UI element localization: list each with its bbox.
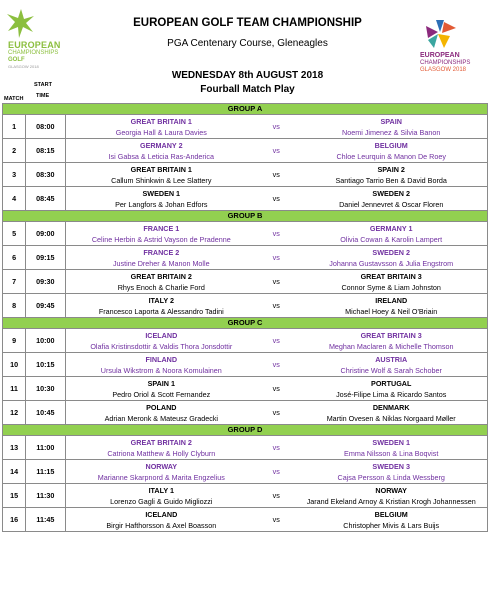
team-2-cell: [295, 484, 487, 508]
team-2-players: Christine Wolf & Sarah Schober: [340, 365, 442, 375]
team-2-cell: [295, 246, 487, 270]
team-2-players: Daniel Jennevret & Oscar Floren: [339, 199, 444, 209]
group-header: GROUP B: [3, 211, 488, 222]
group-header: GROUP A: [3, 104, 488, 115]
team-1-players: Pedro Oriol & Scott Fernandez: [112, 389, 211, 399]
start-time: 08:00: [26, 115, 65, 139]
group-header-row: [3, 211, 488, 222]
start-time: 10:30: [26, 377, 65, 401]
logo-left-line4: GLASGOW 2018: [8, 64, 39, 69]
vs-label: vs: [257, 294, 295, 318]
match-number: 5: [3, 222, 26, 246]
match-row: [3, 139, 488, 163]
team-2-cell: [295, 508, 487, 532]
vs-label: vs: [257, 508, 295, 532]
match-number: 16: [3, 508, 26, 532]
team-1-cell: [65, 460, 257, 484]
team-2-players: Connor Syme & Liam Johnston: [341, 282, 441, 292]
team-2-cell: [295, 329, 487, 353]
team-1-name: GREAT BRITAIN 1: [130, 116, 192, 126]
match-row: [3, 222, 488, 246]
team-2-name: NORWAY: [375, 485, 407, 495]
match-number: 2: [3, 139, 26, 163]
vs-label: vs: [257, 460, 295, 484]
match-number: 6: [3, 246, 26, 270]
team-2-name: SWEDEN 3: [372, 461, 410, 471]
team-1-name: POLAND: [146, 402, 177, 412]
team-2-name: AUSTRIA: [375, 354, 408, 364]
team-2-name: BELGIUM: [374, 509, 408, 519]
match-number: 8: [3, 294, 26, 318]
team-1-name: GREAT BRITAIN 2: [130, 437, 192, 447]
team-1-cell: [65, 187, 257, 211]
team-1-cell: [65, 139, 257, 163]
team-2-players: Johanna Gustavsson & Julia Engstrom: [329, 258, 454, 268]
team-2-name: GREAT BRITAIN 3: [360, 330, 422, 340]
team-2-cell: [295, 115, 487, 139]
team-1-cell: [65, 246, 257, 270]
match-row: [3, 115, 488, 139]
team-1-cell: [65, 353, 257, 377]
start-time: 08:30: [26, 163, 65, 187]
logo-left-line1: EUROPEAN: [8, 40, 61, 50]
vs-label: vs: [257, 401, 295, 425]
team-1-cell: [65, 377, 257, 401]
team-2-cell: [295, 460, 487, 484]
match-number: 3: [3, 163, 26, 187]
team-1-name: GREAT BRITAIN 1: [130, 164, 192, 174]
team-1-players: Callum Shinkwin & Lee Slattery: [111, 175, 212, 185]
match-column-header: MATCH: [4, 96, 24, 102]
start-time: 10:00: [26, 329, 65, 353]
start-time: 11:15: [26, 460, 65, 484]
team-1-name: SPAIN 1: [147, 378, 175, 388]
team-1-name: FINLAND: [145, 354, 178, 364]
match-number: 11: [3, 377, 26, 401]
group-header: GROUP C: [3, 318, 488, 329]
start-time: 09:15: [26, 246, 65, 270]
team-2-name: SWEDEN 1: [372, 437, 410, 447]
team-1-players: Ursula Wikstrom & Noora Komulainen: [100, 365, 222, 375]
team-1-cell: [65, 329, 257, 353]
team-1-cell: [65, 484, 257, 508]
team-2-players: Christopher Mivis & Lars Buijs: [343, 520, 440, 530]
match-row: [3, 187, 488, 211]
start-time: 09:00: [26, 222, 65, 246]
team-1-players: Per Langfors & Johan Edfors: [115, 199, 208, 209]
vs-label: vs: [257, 222, 295, 246]
vs-label: vs: [257, 163, 295, 187]
match-number: 12: [3, 401, 26, 425]
team-2-cell: [295, 377, 487, 401]
team-1-players: Olafia Kristinsdottir & Valdis Thora Jonsdottir: [90, 341, 233, 351]
team-2-players: José-Filipe Lima & Ricardo Santos: [336, 389, 447, 399]
match-number: 4: [3, 187, 26, 211]
team-1-players: Isi Gabsa & Leticia Ras-Anderica: [108, 151, 215, 161]
team-2-cell: [295, 163, 487, 187]
start-time: 08:45: [26, 187, 65, 211]
document-title: EUROPEAN GOLF TEAM CHAMPIONSHIP: [133, 17, 362, 29]
match-number: 9: [3, 329, 26, 353]
team-2-players: Noemi Jimenez & Silvia Banon: [342, 127, 441, 137]
team-2-players: Jarand Ekeland Arnoy & Kristian Krogh Johannessen: [306, 496, 476, 506]
team-1-players: Lorenzo Gagli & Guido Migliozzi: [110, 496, 213, 506]
start-time: 11:45: [26, 508, 65, 532]
event-date: WEDNESDAY 8th AUGUST 2018: [171, 70, 324, 81]
vs-label: vs: [257, 115, 295, 139]
group-header-row: [3, 425, 488, 436]
start-time: 09:30: [26, 270, 65, 294]
match-row: [3, 436, 488, 460]
group-header-row: [3, 318, 488, 329]
start-time: 08:15: [26, 139, 65, 163]
group-header: GROUP D: [3, 425, 488, 436]
team-1-name: GERMANY 2: [139, 140, 183, 150]
team-2-name: BELGIUM: [374, 140, 408, 150]
team-2-name: PORTUGAL: [371, 378, 412, 388]
team-2-players: Michael Hoey & Neil O'Briain: [345, 306, 438, 316]
team-1-name: SWEDEN 1: [142, 188, 181, 198]
team-1-name: GREAT BRITAIN 2: [130, 271, 192, 281]
team-2-name: SPAIN: [380, 116, 402, 126]
team-1-players: Marianne Skarpnord & Marita Engzelius: [97, 472, 225, 482]
team-1-cell: [65, 222, 257, 246]
team-2-cell: [295, 139, 487, 163]
team-1-players: Catriona Matthew & Holly Clyburn: [107, 448, 216, 458]
team-2-players: Emma Nilsson & Lina Boqvist: [344, 448, 439, 458]
match-row: [3, 484, 488, 508]
match-row: [3, 163, 488, 187]
match-number: 13: [3, 436, 26, 460]
team-1-players: Birgir Hafthorsson & Axel Boasson: [106, 520, 217, 530]
team-1-name: FRANCE 1: [143, 223, 180, 233]
logo-left-line2: CHAMPIONSHIPS: [8, 50, 59, 56]
team-1-cell: [65, 401, 257, 425]
team-2-cell: [295, 436, 487, 460]
team-2-name: SPAIN 2: [377, 164, 405, 174]
start-time: 11:00: [26, 436, 65, 460]
start-time: 09:45: [26, 294, 65, 318]
vs-label: vs: [257, 246, 295, 270]
vs-label: vs: [257, 270, 295, 294]
team-2-name: SWEDEN 2: [372, 247, 410, 257]
match-row: [3, 353, 488, 377]
start-column-header: START: [34, 82, 52, 88]
vs-label: vs: [257, 484, 295, 508]
team-2-players: Martin Ovesen & Niklas Norgaard Møller: [326, 413, 456, 423]
start-time: 11:30: [26, 484, 65, 508]
team-2-cell: [295, 353, 487, 377]
team-2-cell: [295, 270, 487, 294]
team-1-name: ITALY 2: [148, 295, 174, 305]
team-1-name: ITALY 1: [148, 485, 174, 495]
match-number: 15: [3, 484, 26, 508]
team-2-players: Meghan Maclaren & Michelle Thomson: [328, 341, 454, 351]
team-2-name: GERMANY 1: [369, 223, 413, 233]
team-1-players: Adrian Meronk & Mateusz Gradecki: [104, 413, 219, 423]
start-time: 10:45: [26, 401, 65, 425]
team-1-name: ICELAND: [145, 330, 178, 340]
team-1-cell: [65, 508, 257, 532]
team-1-players: Justine Dreher & Manon Molle: [112, 258, 210, 268]
start-time: 10:15: [26, 353, 65, 377]
logo-right-line1: EUROPEAN: [420, 52, 460, 59]
vs-label: vs: [257, 377, 295, 401]
team-1-players: Celine Herbin & Astrid Vayson de Pradenne: [91, 234, 231, 244]
team-1-players: Rhys Enoch & Charlie Ford: [117, 282, 205, 292]
team-2-name: SWEDEN 2: [372, 188, 410, 198]
logo-right-line3: GLASGOW 2018: [420, 67, 467, 73]
team-1-name: ICELAND: [145, 509, 178, 519]
vs-label: vs: [257, 329, 295, 353]
match-row: [3, 294, 488, 318]
team-2-name: GREAT BRITAIN 3: [360, 271, 422, 281]
team-2-name: DENMARK: [372, 402, 410, 412]
match-row: [3, 401, 488, 425]
team-2-name: IRELAND: [375, 295, 408, 305]
team-1-cell: [65, 115, 257, 139]
team-2-cell: [295, 294, 487, 318]
team-2-cell: [295, 187, 487, 211]
team-1-players: Francesco Laporta & Alessandro Tadini: [98, 306, 224, 316]
vs-label: vs: [257, 187, 295, 211]
team-1-name: NORWAY: [145, 461, 178, 471]
match-row: [3, 377, 488, 401]
schedule-table: [2, 103, 488, 532]
vs-label: vs: [257, 353, 295, 377]
match-number: 10: [3, 353, 26, 377]
match-row: [3, 246, 488, 270]
team-1-cell: [65, 294, 257, 318]
match-number: 7: [3, 270, 26, 294]
match-row: [3, 508, 488, 532]
team-2-players: Cajsa Persson & Linda Wessberg: [337, 472, 445, 482]
time-column-header: TIME: [36, 93, 50, 99]
vs-label: vs: [257, 139, 295, 163]
team-1-cell: [65, 163, 257, 187]
match-row: [3, 460, 488, 484]
match-number: 14: [3, 460, 26, 484]
team-2-players: Santiago Tarrio Ben & David Borda: [335, 175, 447, 185]
match-row: [3, 270, 488, 294]
team-1-cell: [65, 270, 257, 294]
team-2-cell: [295, 222, 487, 246]
match-format: Fourball Match Play: [200, 84, 295, 95]
team-2-cell: [295, 401, 487, 425]
match-row: [3, 329, 488, 353]
team-1-name: FRANCE 2: [143, 247, 180, 257]
team-1-players: Georgia Hall & Laura Davies: [115, 127, 207, 137]
logo-left-line3: GOLF: [8, 57, 25, 63]
team-2-players: Olivia Cowan & Karolin Lampert: [340, 234, 443, 244]
group-header-row: [3, 104, 488, 115]
team-1-cell: [65, 436, 257, 460]
vs-label: vs: [257, 436, 295, 460]
match-number: 1: [3, 115, 26, 139]
venue: PGA Centenary Course, Gleneagles: [167, 38, 328, 49]
logo-right-line2: CHAMPIONSHIPS: [420, 60, 471, 66]
team-2-players: Chloe Leurquin & Manon De Roey: [336, 151, 446, 161]
